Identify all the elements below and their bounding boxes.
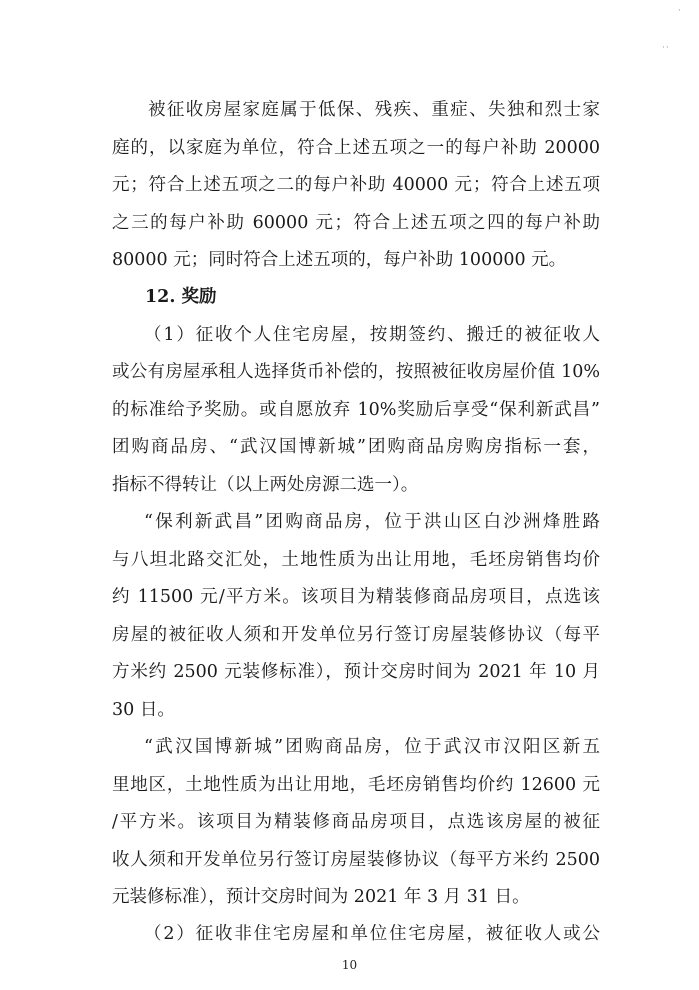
body-line-23: （2）征收非住宅房屋和单位住宅房屋，被征收人或公 xyxy=(144,924,600,944)
body-line-5: 80000 元；同时符合上述五项的，每户补助 100000 元。 xyxy=(112,250,567,270)
body-line-2: 庭的，以家庭为单位，符合上述五项之一的每户补助 20000 xyxy=(112,138,600,158)
body-line-17: 30 日。 xyxy=(112,700,175,720)
body-line-18: “武汉国博新城”团购商品房，位于武汉市汉阳区新五 xyxy=(144,737,600,757)
body-line-10: 团购商品房、“武汉国博新城”团购商品房购房指标一套， xyxy=(112,437,600,457)
scan-mark-top: · xyxy=(678,6,682,16)
body-line-7: （1）征收个人住宅房屋，按期签约、搬迁的被征收人 xyxy=(144,325,600,345)
body-line-4: 之三的每户补助 60000 元；符合上述五项之四的每户补助 xyxy=(112,213,600,233)
body-line-16: 方米约 2500 元装修标准），预计交房时间为 2021 年 10 月 xyxy=(112,662,600,682)
page-number: 10 xyxy=(341,958,358,972)
body-line-8: 或公有房屋承租人选择货币补偿的，按照被征收房屋价值 10% xyxy=(112,362,600,382)
body-line-12: “保利新武昌”团购商品房，位于洪山区白沙洲烽胜路 xyxy=(144,512,600,532)
body-line-22: 元装修标准），预计交房时间为 2021 年 3 月 31 日。 xyxy=(112,887,530,907)
body-line-11: 指标不得转让（以上两处房源二选一）。 xyxy=(112,475,419,495)
body-line-13: 与八坦北路交汇处，土地性质为出让用地，毛坯房销售均价 xyxy=(112,550,600,570)
body-line-21: 收人须和开发单位另行签订房屋装修协议（每平方米约 2500 xyxy=(112,850,600,870)
body-line-1: 被征收房屋家庭属于低保、残疾、重症、失独和烈士家 xyxy=(148,100,600,120)
body-line-3: 元；符合上述五项之二的每户补助 40000 元；符合上述五项 xyxy=(112,175,600,195)
body-line-19: 里地区，土地性质为出让用地，毛坯房销售均价约 12600 元 xyxy=(112,775,600,795)
section-heading-reward: 12. 奖励 xyxy=(145,287,217,307)
scan-mark-right: ·· xyxy=(662,43,670,53)
body-line-9: 的标准给予奖励。或自愿放弃 10%奖励后享受“保利新武昌” xyxy=(112,400,600,420)
body-line-20: /平方米。该项目为精装修商品房项目，点选该房屋的被征 xyxy=(112,812,600,832)
body-line-15: 房屋的被征收人须和开发单位另行签订房屋装修协议（每平 xyxy=(112,625,600,645)
body-line-14: 约 11500 元/平方米。该项目为精装修商品房项目，点选该 xyxy=(112,587,600,607)
